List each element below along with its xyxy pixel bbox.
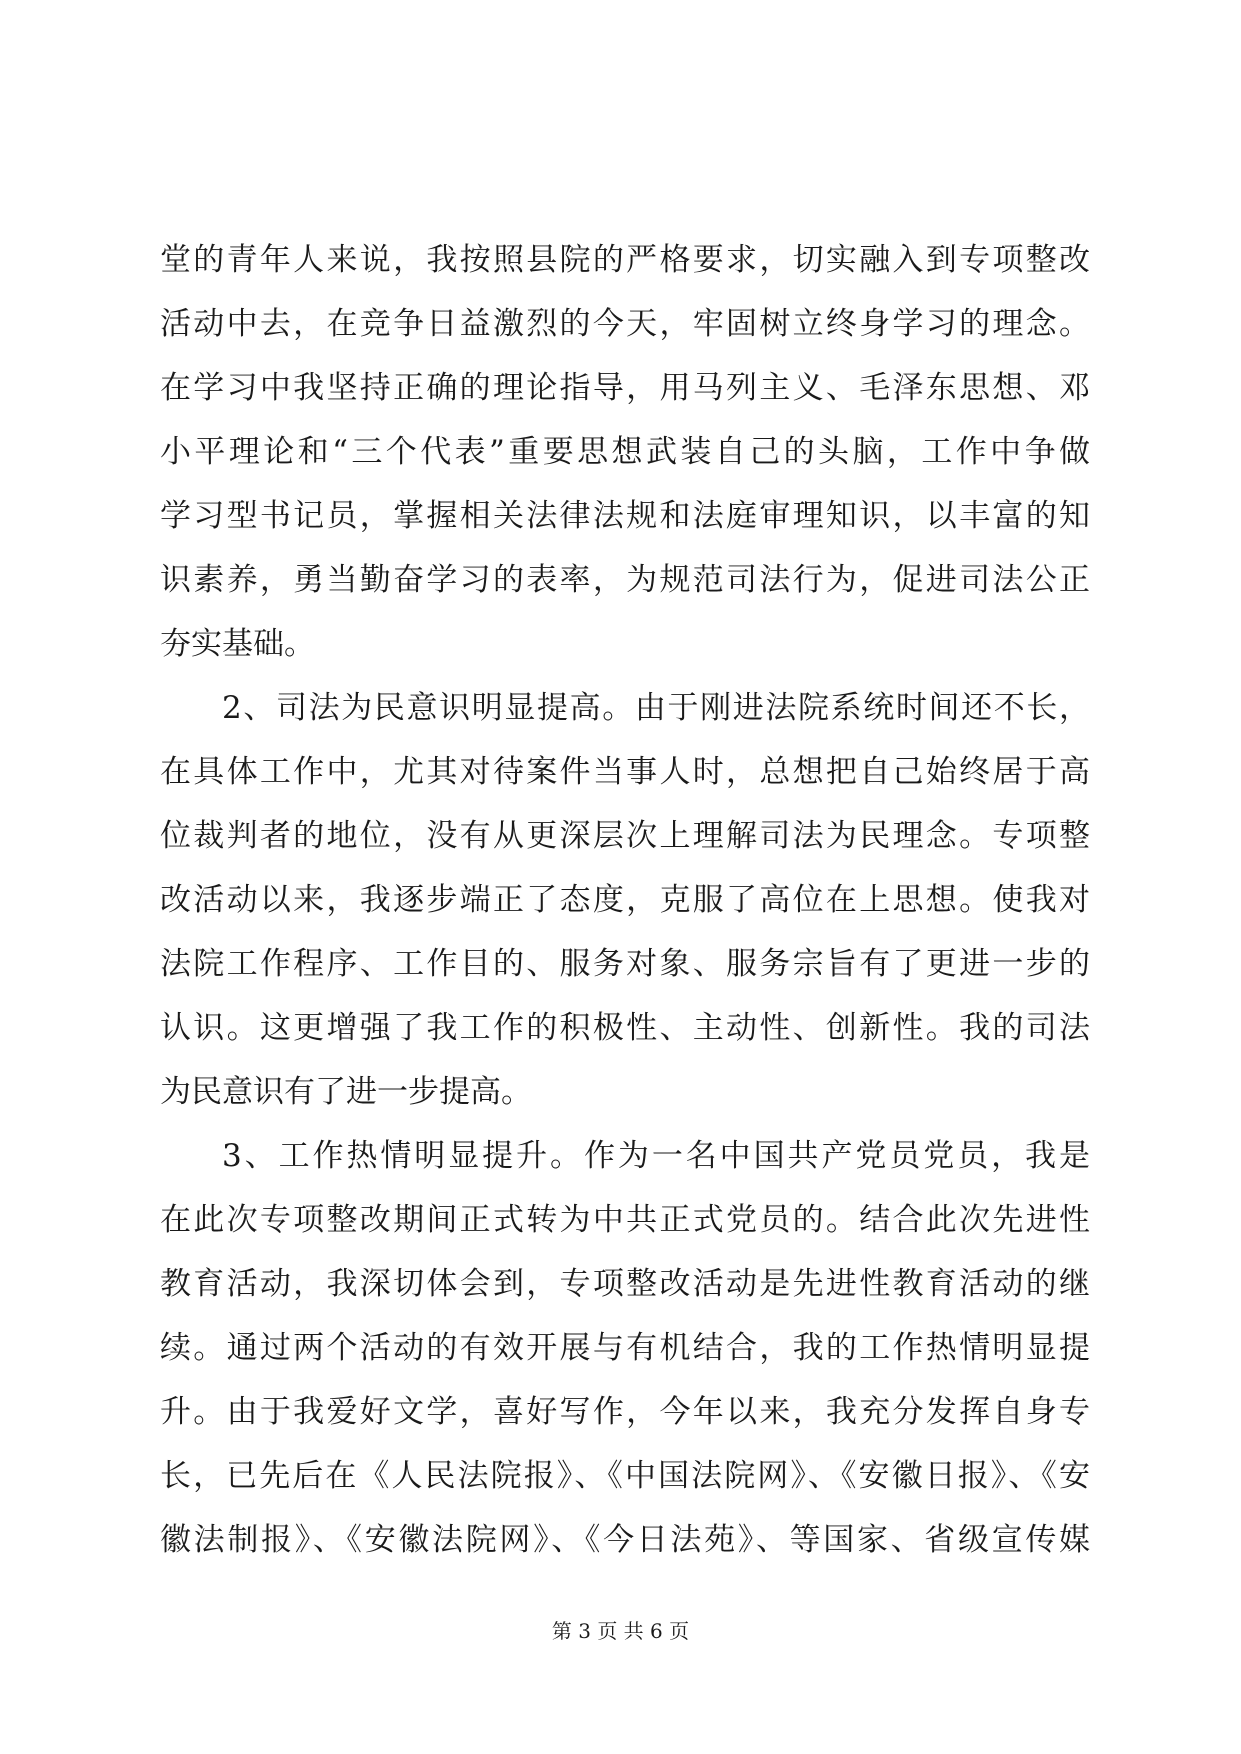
- text-line: 2、司法为民意识明显提高。由于刚进法院系统时间还不长，: [222, 690, 1090, 726]
- text-line: 升。由于我爱好文学，喜好写作，今年以来，我充分发挥自身专: [160, 1394, 1090, 1430]
- text-line: 在学习中我坚持正确的理论指导，用马列主义、毛泽东思想、邓: [160, 370, 1090, 406]
- text-line: 法院工作程序、工作目的、服务对象、服务宗旨有了更进一步的: [160, 946, 1090, 982]
- text-line: 在具体工作中，尤其对待案件当事人时，总想把自己始终居于高: [160, 754, 1090, 790]
- text-line: 堂的青年人来说，我按照县院的严格要求，切实融入到专项整改: [160, 242, 1090, 278]
- text-line: 小平理论和“三个代表”重要思想武装自己的头脑，工作中争做: [160, 434, 1090, 470]
- paragraph: [160, 1124, 1090, 1572]
- text-line: 续。通过两个活动的有效开展与有机结合，我的工作热情明显提: [160, 1330, 1090, 1366]
- text-line: 位裁判者的地位，没有从更深层次上理解司法为民理念。专项整: [160, 818, 1090, 854]
- text-line: 教育活动，我深切体会到，专项整改活动是先进性教育活动的继: [160, 1266, 1090, 1302]
- text-line: 3、工作热情明显提升。作为一名中国共产党员党员，我是: [222, 1138, 1090, 1174]
- text-line: 夯实基础。: [160, 626, 315, 662]
- text-line: 学习型书记员，掌握相关法律法规和法庭审理知识，以丰富的知: [160, 498, 1090, 534]
- paragraph: [160, 228, 1090, 676]
- text-line: 徽法制报》、《安徽法院网》、《今日法苑》、等国家、省级宣传媒: [160, 1522, 1090, 1558]
- text-line: 长，已先后在《人民法院报》、《中国法院网》、《安徽日报》、《安: [160, 1458, 1090, 1494]
- paragraph: [160, 676, 1090, 1124]
- text-line: 改活动以来，我逐步端正了态度，克服了高位在上思想。使我对: [160, 882, 1090, 918]
- text-line: 活动中去，在竞争日益激烈的今天，牢固树立终身学习的理念。: [160, 306, 1090, 342]
- text-line: 识素养，勇当勤奋学习的表率，为规范司法行为，促进司法公正: [160, 562, 1090, 598]
- text-line: 认识。这更增强了我工作的积极性、主动性、创新性。我的司法: [160, 1010, 1090, 1046]
- page-number-footer: 第 3 页 共 6 页: [551, 1619, 690, 1643]
- document-body: [160, 228, 1090, 1572]
- text-line: 在此次专项整改期间正式转为中共正式党员的。结合此次先进性: [160, 1202, 1090, 1238]
- text-line: 为民意识有了进一步提高。: [160, 1074, 532, 1110]
